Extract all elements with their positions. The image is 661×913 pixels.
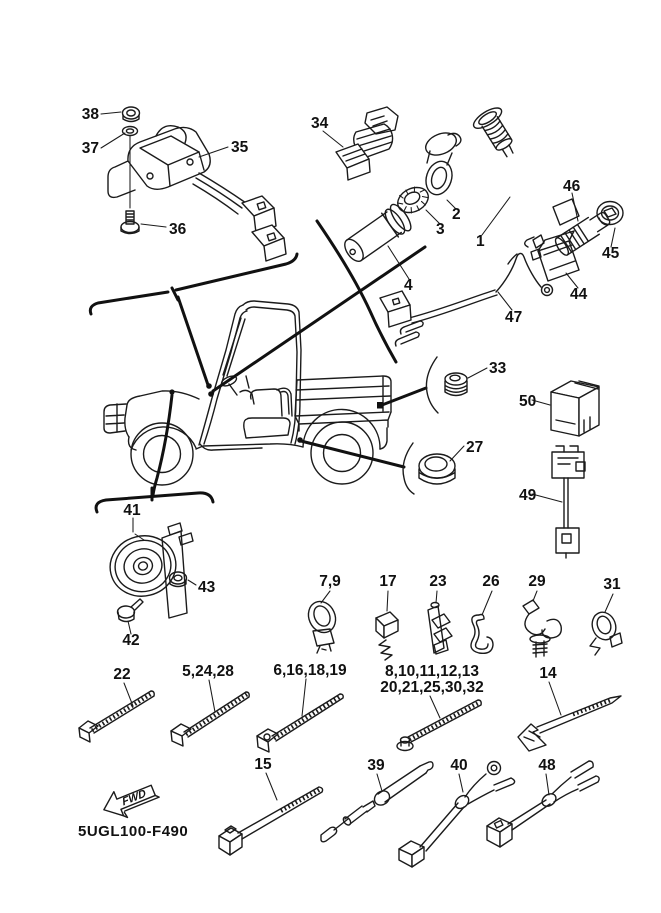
grommet-27 (419, 454, 455, 484)
callout-8-10-11-12-13: 8,10,11,12,13 (385, 663, 479, 680)
callout-labels (82, 106, 621, 774)
callout-4: 4 (404, 277, 413, 294)
callout-5-24-28: 5,24,28 (182, 663, 234, 680)
holder-23 (428, 603, 452, 655)
callout-6-16-18-19: 6,16,18,19 (273, 662, 347, 679)
callout-31: 31 (603, 576, 621, 593)
relay-assembly-group (108, 107, 286, 261)
cable-tie-5-24-28 (171, 692, 249, 746)
cable-tie-14 (518, 696, 621, 751)
callout-7-9: 7,9 (319, 573, 341, 590)
callout-38: 38 (81, 106, 99, 123)
clamp-31 (588, 609, 622, 655)
callout-35: 35 (231, 139, 249, 156)
callout-22: 22 (113, 666, 131, 683)
sensor-switch-group (336, 107, 398, 180)
fwd-arrow-label: FWD (121, 787, 148, 809)
callout-41: 41 (123, 502, 141, 519)
callout-45: 45 (602, 245, 620, 262)
callout-3: 3 (436, 221, 445, 238)
callout-17: 17 (379, 573, 397, 590)
callout-37: 37 (81, 140, 99, 157)
cable-tie-6-16-18-19 (257, 694, 343, 752)
callout-2: 2 (452, 206, 461, 223)
callout-39: 39 (367, 757, 385, 774)
hook-26 (471, 615, 493, 654)
callout-27: 27 (466, 439, 484, 456)
fwd-arrow (99, 777, 162, 825)
callout-23: 23 (429, 573, 447, 590)
callout-46: 46 (563, 178, 581, 195)
leader-lines (90, 221, 438, 512)
clip-7-9 (304, 597, 341, 653)
callout-44: 44 (570, 286, 588, 303)
callout-34: 34 (311, 115, 329, 132)
cable-tie-8-group (397, 700, 481, 751)
callout-26: 26 (482, 573, 500, 590)
wire-lead-49 (552, 446, 585, 558)
cable-tie-15 (219, 787, 323, 855)
clamp-29 (523, 600, 561, 657)
callout-29: 29 (528, 573, 546, 590)
callout-33: 33 (489, 360, 507, 377)
clip-17 (376, 612, 398, 660)
callout-48: 48 (538, 757, 556, 774)
callout-40: 40 (450, 757, 468, 774)
callout-15: 15 (254, 756, 272, 773)
grommet-33 (445, 373, 467, 396)
callout-43: 43 (198, 579, 216, 596)
drawing-code: 5UGL100-F490 (78, 823, 189, 840)
horn-group (104, 523, 193, 622)
vehicle-side-view (104, 301, 391, 485)
callout-47: 47 (505, 309, 523, 326)
callout-20-21-25-30-32: 20,21,25,30,32 (380, 679, 484, 696)
relay-unit-50 (551, 381, 599, 436)
cable-tie-22 (79, 691, 154, 742)
callout-42: 42 (122, 632, 140, 649)
callout-49: 49 (519, 487, 537, 504)
callout-36: 36 (169, 221, 187, 238)
wire-sub-lead-40 (399, 762, 515, 868)
callout-50: 50 (519, 393, 537, 410)
callout-1: 1 (476, 233, 485, 250)
main-switch-group (380, 199, 623, 346)
callout-14: 14 (539, 665, 557, 682)
